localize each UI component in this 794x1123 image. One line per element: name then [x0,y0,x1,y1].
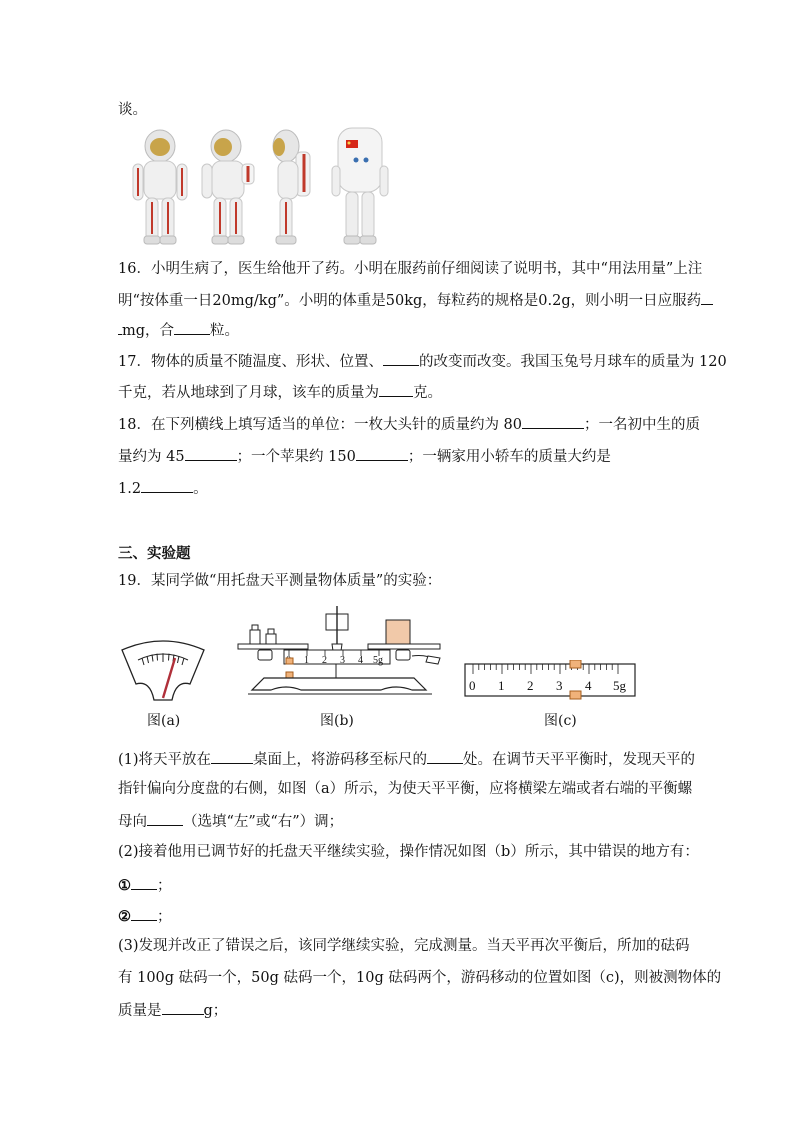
q19-blank-6 [162,999,204,1015]
svg-text:3: 3 [556,678,563,693]
q18-blank-1 [522,413,584,429]
section-heading: 三、实验题 [118,545,191,562]
q18-line-2: 量约为 45 ；一个苹果约 150 ；一辆家用小轿车的质量大约是 [118,445,611,467]
figure-c-caption: 图(c) [544,713,577,729]
astronaut-front-image [128,126,192,250]
q19-part3-line-2: 有 100g 砝码一个，50g 砝码一个，10g 砝码两个，游码移动的位置如图（c)，则被测物体的 [118,970,722,986]
q19-blank-4 [131,874,157,890]
q17-blank-2 [379,381,413,397]
svg-text:3: 3 [340,655,345,666]
q18-line-1: 18．在下列横线上填写适当的单位：一枚大头针的质量约为 80 ；一名初中生的质 [118,413,700,435]
q19-part1-line-1: (1)将天平放在 桌面上，将游码移至标尺的 处。在调节天平平衡时，发现天平的 [118,748,695,770]
q17-line-1: 17．物体的质量不随温度、形状、位置、 的改变而改变。我国玉兔号月球车的质量为 120 [118,350,727,372]
q19-blank-5 [131,905,157,921]
svg-text:5g: 5g [613,678,626,693]
q16-line-2: 明“按体重一日20mg/kg”。小明的体重是50kg，每粒药的规格是0.2g，则小明一日应服药 [118,289,713,311]
q17-blank-1 [383,350,419,366]
q19-blank-1 [211,748,253,764]
svg-text:2: 2 [527,678,534,693]
figure-c-ruler [463,660,639,706]
q16-line-1: 16．小明生病了，医生给他开了药。小明在服药前仔细阅读了说明书，其中“用法用量”上注 [118,261,703,277]
svg-text:5g: 5g [373,655,383,666]
q16-blank-1 [701,289,713,305]
intro-tail: 谈。 [118,102,147,118]
q19-part1-line-3: 母向 （选填“左”或“右”）调； [118,810,343,832]
svg-text:2: 2 [322,655,327,666]
svg-text:1: 1 [304,655,309,666]
figure-a-dial [120,638,206,706]
figure-a-caption: 图(a) [147,713,181,729]
q19-blank-3 [147,810,183,826]
q19-part1-line-2: 指针偏向分度盘的右侧，如图（a）所示，为使天平平衡，应将横梁左端或者右端的平衡螺 [118,781,693,797]
svg-text:4: 4 [358,655,363,666]
q19-stem: 19．某同学做“用托盘天平测量物体质量”的实验： [118,573,442,589]
q18-blank-3 [356,445,408,461]
q19-part2-line-1: (2)接着他用已调节好的托盘天平继续实验，操作情况如图（b）所示，其中错误的地方有： [118,844,699,860]
svg-text:1: 1 [498,678,505,693]
svg-text:0: 0 [469,678,476,693]
q18-blank-2 [185,445,237,461]
svg-text:4: 4 [585,678,592,693]
q19-part2-item-1: ① ； [118,874,172,896]
q16-line-3: mg，合 粒。 [118,319,239,341]
q16-blank-2 [174,319,210,335]
q19-part3-line-1: (3)发现并改正了错误之后，该同学继续实验，完成测量。当天平再次平衡后，所加的砝码 [118,938,690,954]
figure-b-balance [236,604,446,708]
q19-blank-2 [427,748,463,764]
figure-b-caption: 图(b) [320,713,354,729]
q17-line-2: 千克，若从地球到了月球，该车的质量为 克。 [118,381,442,403]
q19-part2-item-2: ② ； [118,905,172,927]
q19-part3-line-3: 质量是 g； [118,999,227,1021]
q18-blank-4 [141,477,193,493]
q18-line-3: 1.2 。 [118,477,208,499]
astronaut-side-image [264,126,320,250]
astronaut-back-image [328,126,392,250]
astronaut-left-image [196,126,260,250]
